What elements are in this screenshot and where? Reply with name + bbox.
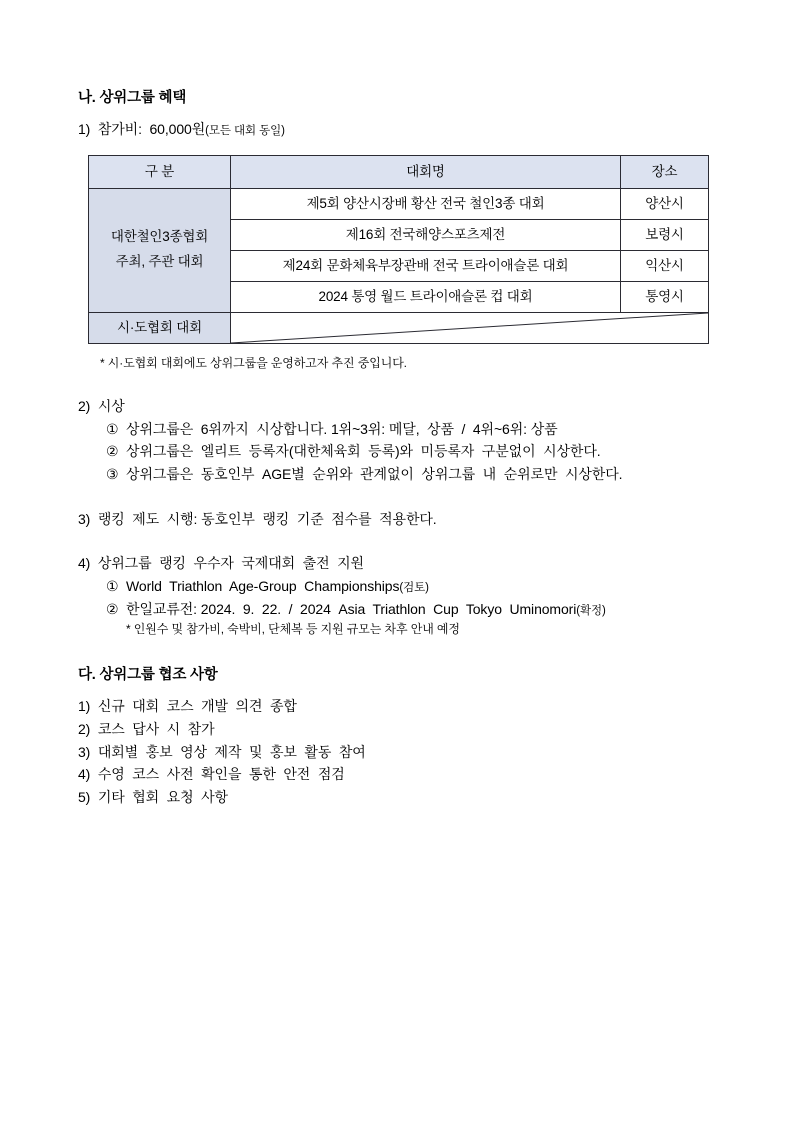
section-b-item2-sub-3: ③ 상위그룹은 동호인부 AGE별 순위와 관계없이 상위그룹 내 순위로만 시상한다.	[106, 465, 623, 482]
table-cell-category-local: 시·도협회 대회	[89, 312, 231, 343]
table-header-row	[89, 155, 709, 188]
section-b-item4-sub-2-paren: (확정)	[576, 604, 606, 617]
table-cell-event-name: 2024 통영 월드 트라이애슬론 컵 대회	[231, 281, 621, 312]
table-cell-empty-diagonal	[231, 312, 709, 343]
section-b-heading: 나. 상위그룹 혜택	[78, 90, 187, 106]
section-c-item-1: 1) 신규 대회 코스 개발 의견 종합	[78, 698, 297, 715]
table-row	[89, 188, 709, 219]
category-line-1: 대한철인3종협회	[110, 229, 209, 245]
table-cell-place: 양산시	[621, 188, 709, 219]
table-header-place: 장소	[621, 155, 709, 188]
table-footnote: * 시·도협회 대회에도 상위그룹을 운영하고자 추진 중입니다.	[100, 355, 407, 370]
benefits-table	[88, 155, 709, 344]
table-cell-place: 익산시	[621, 250, 709, 281]
table-cell-event-name: 제5회 양산시장배 황산 전국 철인3종 대회	[231, 188, 621, 219]
section-b-item4-sub-2-text: ② 한일교류전: 2024. 9. 22. / 2024 Asia Triathlon Cup Tokyo Uminomori	[106, 600, 577, 617]
section-b-item2: 2) 시상	[78, 397, 125, 414]
diagonal-strike-icon	[231, 313, 708, 343]
section-b-item1	[78, 118, 715, 141]
table-header-event-name: 대회명	[231, 155, 621, 188]
section-b-item4-sub-1-paren: (검토)	[399, 581, 429, 594]
section-b-item4: 4) 상위그룹 랭킹 우수자 국제대회 출전 지원	[78, 555, 364, 572]
table-cell-place: 보령시	[621, 219, 709, 250]
section-b-item4-sub-1-text: ① World Triathlon Age-Group Championships	[106, 577, 400, 594]
section-c-item-5: 5) 기타 협회 요청 사항	[78, 789, 228, 806]
section-b-item4-sub-1	[106, 575, 715, 598]
section-b-item3: 3) 랭킹 제도 시행: 동호인부 랭킹 기준 점수를 적용한다.	[78, 510, 437, 527]
section-c-item-3: 3) 대회별 홍보 영상 제작 및 홍보 활동 참여	[78, 743, 366, 760]
section-b-item4-footnote: * 인원수 및 참가비, 숙박비, 단체복 등 지원 규모는 차후 안내 예정	[126, 622, 460, 637]
table-header-category: 구 분	[89, 155, 231, 188]
section-b-item2-sub-1: ① 상위그룹은 6위까지 시상합니다. 1위~3위: 메달, 상품 / 4위~6위: 상품	[106, 420, 558, 437]
section-b-item2-sub-2: ② 상위그룹은 엘리트 등록자(대한체육회 등록)와 미등록자 구분없이 시상한다.	[106, 443, 601, 460]
section-b-item1-paren: (모든 대회 동일)	[205, 125, 285, 138]
benefits-table-wrapper	[88, 155, 708, 344]
section-b-item4-sub-2	[106, 598, 715, 621]
section-c-item-4: 4) 수영 코스 사전 확인을 통한 안전 점검	[78, 766, 345, 783]
section-c-item-2: 2) 코스 답사 시 참가	[78, 721, 215, 738]
category-line-2: 주최, 주관 대회	[115, 254, 204, 270]
section-c-heading: 다. 상위그룹 협조 사항	[78, 667, 218, 684]
table-cell-event-name: 제16회 전국해양스포츠제전	[231, 219, 621, 250]
table-cell-event-name: 제24회 문화체육부장관배 전국 트라이애슬론 대회	[231, 250, 621, 281]
section-b-item1-text: 1) 참가비: 60,000원	[78, 121, 206, 138]
table-cell-category-association	[89, 188, 231, 312]
table-cell-place: 통영시	[621, 281, 709, 312]
table-row-local-association	[89, 312, 709, 343]
